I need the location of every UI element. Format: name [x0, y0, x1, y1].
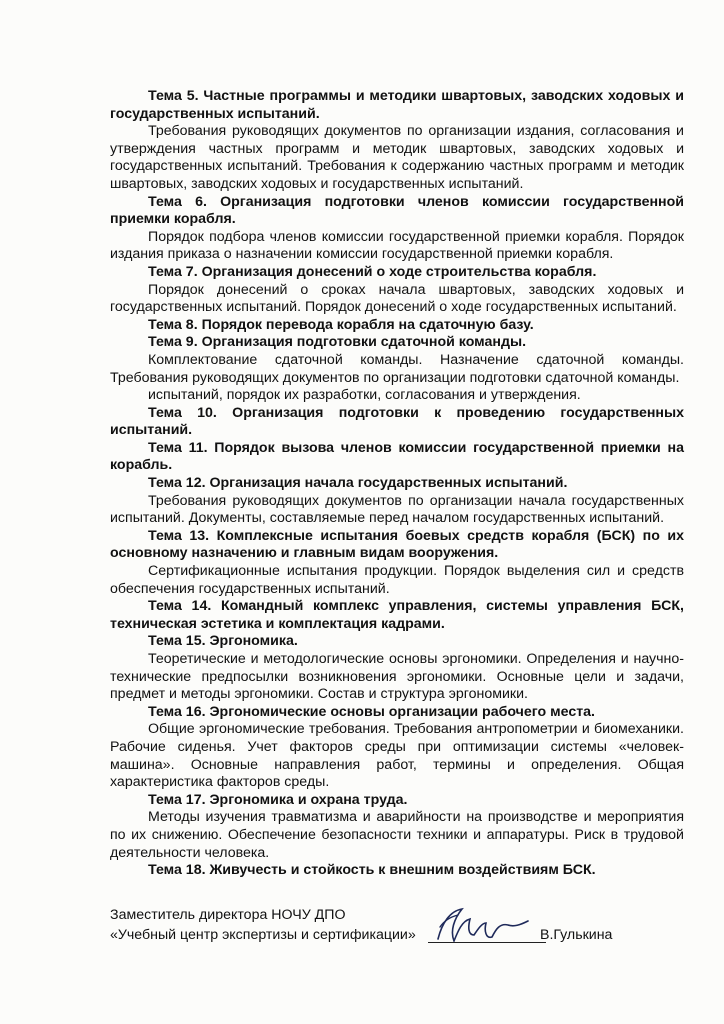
topic-heading: Тема 7. Организация донесений о ходе строительства корабля.: [148, 263, 597, 280]
topic-text: Порядок донесений о сроках начала швартовых, заводских ходовых и государственных испытаний. Порядок донесений о ходе государственных испытаний.: [110, 281, 684, 316]
topic-text: Методы изучения травматизма и аварийности на производстве и мероприятия по их снижению. Обеспечение безопасности техники и аппаратуры. Риск в трудовой деятельности человека.: [110, 809, 684, 861]
topic-heading: Тема 16. Эргономические основы организации рабочего места.: [148, 703, 595, 720]
topic-text: Теоретические и методологические основы эргономики. Определения и научно-технические предпосылки возникновения эргономики. Основные цели и задачи, предмет и методы эргономики. Состав и структура эргономики.: [110, 651, 684, 703]
topic-text: Сертификационные испытания продукции. Порядок выделения сил и средств обеспечения государственных испытаний.: [110, 563, 684, 597]
topic-heading: Тема 5. Частные программы и методики швартовых, заводских ходовых и государственных испытаний.: [110, 88, 684, 122]
topic-heading: Тема 12. Организация начала государственных испытаний.: [148, 475, 568, 492]
topic-text: испытаний, порядок их разработки, согласования и утверждения.: [148, 387, 581, 404]
topic-text: Комплектование сдаточной команды. Назначение сдаточной команды. Требования руководящих документов по организации подготовки сдаточной команды.: [110, 351, 684, 386]
topic-heading: Тема 18. Живучесть и стойкость к внешним воздействиям БСК.: [148, 862, 596, 879]
topic-heading: Тема 13. Комплексные испытания боевых средств корабля (БСК) по их основному назначению и главным видам вооружения.: [110, 527, 684, 562]
signer-organization: «Учебный центр экспертизы и сертификации»: [110, 927, 416, 943]
topic-heading: Тема 15. Эргономика.: [148, 633, 298, 650]
signature-block: [110, 905, 630, 945]
topic-heading: Тема 8. Порядок перевода корабля на сдаточную базу.: [148, 316, 534, 333]
topic-text: Общие эргономические требования. Требования антропометрии и биомеханики. Рабочие сиденья. Учет факторов среды при оптимизации системы «человек-машина». Основные направления работ, термины и определения. Общая характеристика факторов среды.: [110, 721, 684, 791]
topic-heading: Тема 6. Организация подготовки членов комиссии государственной приемки корабля.: [110, 193, 684, 228]
signer-position: Заместитель директора НОЧУ ДПО: [110, 907, 346, 923]
topic-heading: Тема 14. Командный комплекс управления, системы управления БСК, техническая эстетика и комплектация кадрами.: [110, 598, 684, 632]
topic-heading: Тема 9. Организация подготовки сдаточной команды.: [148, 334, 527, 351]
signature-line: [428, 942, 546, 943]
topic-text: Требования руководящих документов по организации издания, согласования и утверждения частных программ и методик швартовых, заводских ходовых и государственных испытаний. Требования к содержанию частных программ и методик швартовых, заводских ходовых и государственных испытаний.: [110, 123, 684, 192]
signer-name: В.Гулькина: [540, 927, 613, 943]
topic-heading: Тема 11. Порядок вызова членов комиссии государственной приемки на корабль.: [110, 439, 684, 474]
topic-text: Порядок подбора членов комиссии государственной приемки корабля. Порядок издания приказа о назначении комиссии государственной приемки корабля.: [110, 228, 684, 263]
topic-heading: Тема 10. Организация подготовки к проведению государственных испытаний.: [110, 404, 684, 439]
signer-organization-row: [110, 925, 630, 945]
document-body: [110, 88, 684, 880]
topic-text: Требования руководящих документов по организации начала государственных испытаний. Документы, составляемые перед началом государственных испытаний.: [110, 492, 684, 527]
topic-heading: Тема 17. Эргономика и охрана труда.: [148, 791, 408, 808]
